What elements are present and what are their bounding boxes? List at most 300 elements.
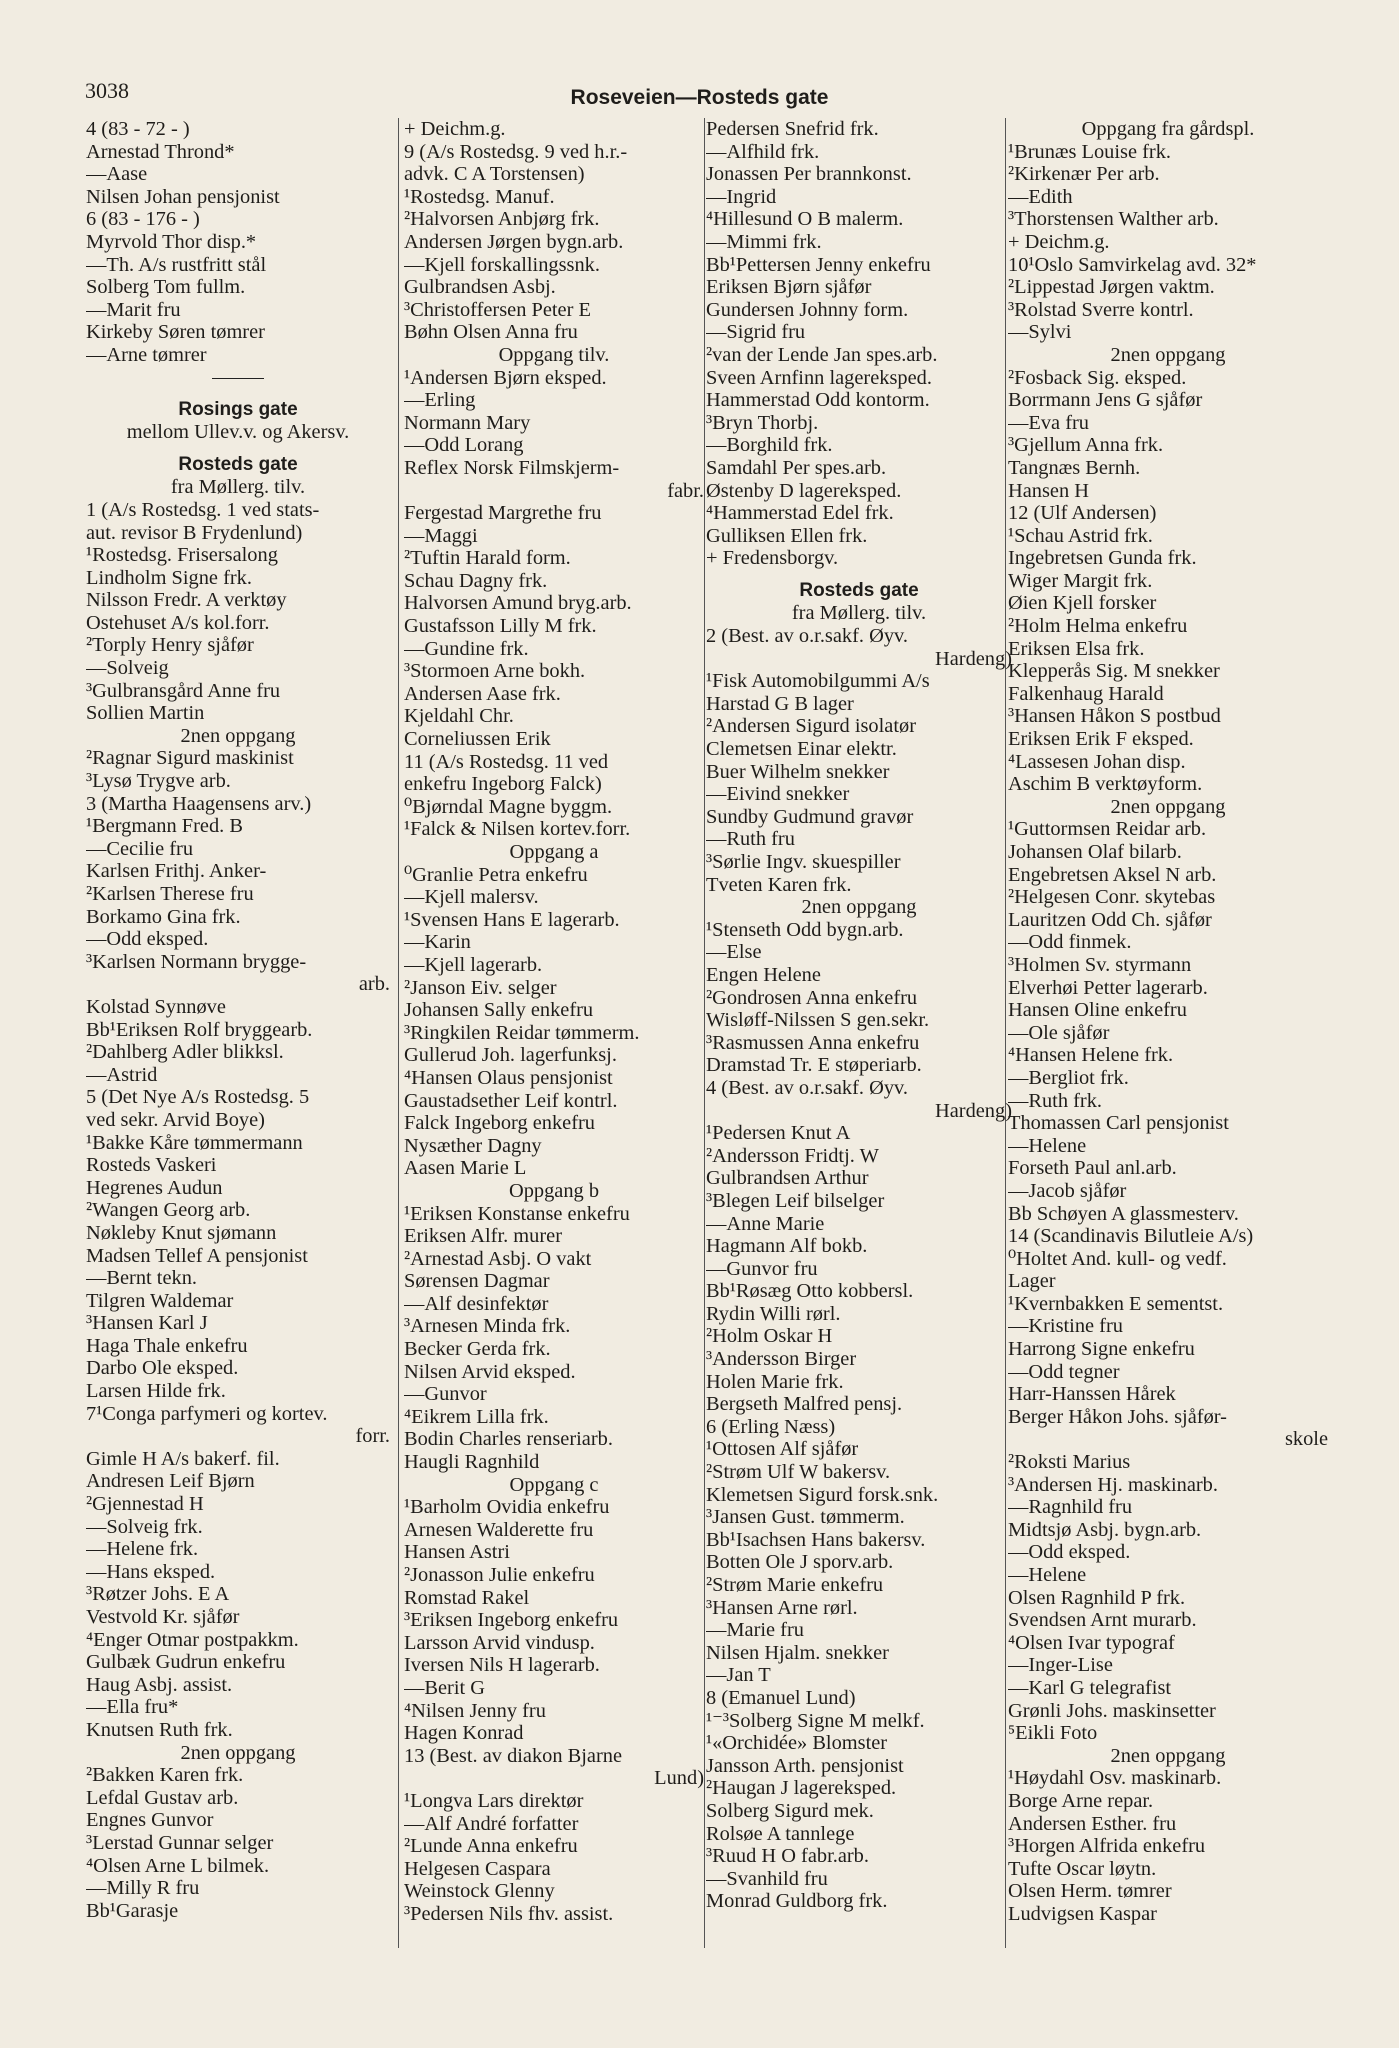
directory-line: ²Janson Eiv. selger [404, 976, 557, 999]
directory-line: —Alf desinfektør [404, 1292, 549, 1315]
directory-line: —Helene [1008, 1134, 1087, 1157]
directory-line: ³Hansen Arne rørl. [706, 1596, 858, 1619]
directory-line: 2nen oppgang [1110, 795, 1226, 818]
directory-line: Andresen Leif Bjørn [86, 1470, 255, 1493]
directory-line: —Mimmi frk. [706, 230, 822, 253]
directory-line: Haugli Ragnhild [404, 1451, 540, 1474]
directory-line: ¹Stenseth Odd bygn.arb. [706, 918, 904, 941]
directory-line: Samdahl Per spes.arb. [706, 456, 887, 479]
directory-line: Forseth Paul anl.arb. [1008, 1157, 1177, 1180]
directory-line: ¹⁻³Solberg Signe M melkf. [706, 1709, 925, 1732]
directory-line: Klemetsen Sigurd forsk.snk. [706, 1483, 939, 1506]
directory-line: Harstad G B lager [706, 692, 854, 715]
directory-line: 2nen oppgang [1110, 343, 1226, 366]
directory-line: Myrvold Thor disp.* [86, 230, 257, 253]
directory-line: Nilsen Arvid eksped. [404, 1360, 576, 1383]
directory-line: Bb¹Pettersen Jenny enkefru [706, 253, 931, 276]
directory-line: Schau Dagny frk. [404, 569, 548, 592]
directory-line: Kirkeby Søren tømrer [86, 321, 265, 344]
directory-line: —Ruth fru [706, 828, 795, 851]
directory-line: —Aase [86, 163, 148, 186]
directory-line: ⁴Hammerstad Edel frk. [706, 502, 894, 525]
directory-line: Grønli Johs. maskinsetter [1008, 1699, 1216, 1722]
directory-line: —Hans eksped. [86, 1560, 216, 1583]
directory-line: ²Andersson Fridtj. W [706, 1144, 879, 1167]
directory-line: forr. [355, 1425, 390, 1448]
directory-line: Gulbrandsen Arthur [706, 1167, 869, 1190]
directory-line: ved sekr. Arvid Boye) [86, 1108, 265, 1131]
directory-line: ⁴Olsen Ivar typograf [1008, 1631, 1175, 1654]
directory-line: Iversen Nils H lagerarb. [404, 1654, 600, 1677]
directory-line: —Erling [404, 389, 476, 412]
directory-line: Bb¹Garasje [86, 1899, 179, 1922]
directory-line: —Kjell forskallingssnk. [404, 253, 600, 276]
directory-line: —Gunvor [404, 1383, 487, 1406]
directory-line: ²Fosback Sig. eksped. [1008, 366, 1187, 389]
directory-line: ²Halvorsen Anbjørg frk. [404, 208, 600, 231]
directory-line: —Ole sjåfør [1008, 1021, 1110, 1044]
directory-line: ²Bakken Karen frk. [86, 1764, 244, 1787]
directory-line: Tangnæs Bernh. [1008, 456, 1141, 479]
directory-line: 2nen oppgang [801, 896, 917, 919]
directory-line: Berger Håkon Johs. sjåfør- [1008, 1405, 1227, 1428]
directory-line: Haug Asbj. assist. [86, 1673, 233, 1696]
directory-line: Bb¹Røsæg Otto kobbersl. [706, 1280, 914, 1303]
directory-line: Fergestad Margrethe fru [404, 502, 602, 525]
column-3 [706, 118, 1012, 1913]
directory-line: Halvorsen Amund bryg.arb. [404, 592, 632, 615]
directory-line: ³Arnesen Minda frk. [404, 1315, 571, 1338]
directory-line: Olsen Ragnhild P frk. [1008, 1586, 1186, 1609]
directory-line: Botten Ole J sporv.arb. [706, 1551, 894, 1574]
directory-line: 10¹Oslo Samvirkelag avd. 32* [1008, 253, 1257, 276]
directory-line: Nøkleby Knut sjømann [86, 1221, 277, 1244]
directory-line: Gullerud Joh. lagerfunksj. [404, 1044, 617, 1067]
directory-line: ⁴Olsen Arne L bilmek. [86, 1854, 270, 1877]
directory-line: Olsen Herm. tømrer [1008, 1880, 1172, 1903]
directory-line: —Marie fru [706, 1619, 804, 1642]
directory-line: Borkamo Gina frk. [86, 905, 241, 928]
directory-line: ¹Svensen Hans E lagerarb. [404, 908, 620, 931]
directory-line: Eriksen Elsa frk. [1008, 637, 1145, 660]
directory-line: Svendsen Arnt murarb. [1008, 1609, 1197, 1632]
directory-line: Reflex Norsk Filmskjerm- [404, 456, 620, 479]
directory-line: Monrad Guldborg frk. [706, 1890, 888, 1913]
directory-line: ¹Schau Astrid frk. [1008, 524, 1153, 547]
directory-line: Sundby Gudmund gravør [706, 805, 914, 828]
directory-line: ²Andersen Sigurd isolatør [706, 715, 916, 738]
directory-line: —Else [706, 941, 762, 964]
directory-line: —Marit fru [86, 298, 181, 321]
directory-line: Lindholm Signe frk. [86, 566, 252, 589]
directory-line: ²Helgesen Conr. skytebas [1008, 886, 1216, 909]
directory-line: Tufte Oscar løytn. [1008, 1857, 1157, 1880]
directory-line: Solberg Tom fullm. [86, 276, 246, 299]
directory-line: mellom Ullev.v. og Akersv. [126, 421, 350, 444]
directory-line: —Karl G telegrafist [1008, 1676, 1172, 1699]
directory-line: —Gunvor fru [706, 1257, 818, 1280]
directory-line: Hegrenes Audun [86, 1176, 223, 1199]
directory-line: 14 (Scandinavis Bilutleie A/s) [1008, 1225, 1254, 1248]
directory-line: + Fredensborgv. [706, 547, 839, 570]
directory-line: ⁰Bjørndal Magne byggm. [404, 795, 613, 818]
directory-line: Gustafsson Lilly M frk. [404, 615, 597, 638]
directory-line: Borge Arne repar. [1008, 1789, 1154, 1812]
directory-line: Østenby D lagereksped. [706, 479, 902, 502]
directory-line: ²Karlsen Therese fru [86, 883, 254, 905]
directory-line: ²Gjennestad H [86, 1493, 204, 1516]
directory-line: Eriksen Alfr. murer [404, 1225, 562, 1248]
directory-line: —Kristine fru [1008, 1315, 1123, 1338]
directory-line: Hardeng) [935, 647, 1012, 670]
directory-line: 4 (83 - 72 - ) [86, 118, 190, 140]
directory-line: aut. revisor B Frydenlund) [86, 521, 303, 544]
directory-line: Aasen Marie L [404, 1157, 527, 1180]
directory-line: ¹Kvernbakken E sementst. [1008, 1292, 1224, 1315]
street-heading: Rosteds gate [799, 579, 919, 601]
directory-line: —Astrid [86, 1063, 158, 1086]
column-1 [86, 118, 390, 1922]
directory-line: 5 (Det Nye A/s Rostedsg. 5 [86, 1086, 310, 1109]
directory-line: ³Holmen Sv. styrmann [1008, 953, 1192, 976]
directory-line: Thomassen Carl pensjonist [1008, 1112, 1229, 1135]
directory-line: 6 (Erling Næss) [706, 1415, 836, 1438]
street-heading: Rosings gate [178, 398, 298, 420]
directory-line: ³Hansen Karl J [86, 1312, 208, 1335]
directory-line: Hansen Astri [404, 1541, 510, 1564]
directory-line: ¹Bakke Kåre tømmermann [86, 1131, 303, 1154]
directory-line: 1 (A/s Rostedsg. 1 ved stats- [86, 498, 320, 521]
directory-line: Wisløff-Nilssen S gen.sekr. [706, 1009, 930, 1032]
directory-line: ³Andersson Birger [706, 1348, 857, 1371]
directory-line: ²Kirkenær Per arb. [1008, 163, 1160, 186]
directory-line: Gundersen Johnny form. [706, 298, 909, 321]
directory-line: ²Torply Henry sjåfør [86, 634, 254, 657]
directory-line: Hansen H [1008, 479, 1089, 502]
directory-line: —Odd eksped. [1008, 1541, 1131, 1564]
directory-line: —Maggi [404, 524, 478, 547]
directory-line: —Helene frk. [86, 1538, 199, 1561]
directory-line: ³Ruud H O fabr.arb. [706, 1845, 869, 1868]
directory-line: ²Jonasson Julie enkefru [404, 1564, 595, 1586]
directory-line: —Kjell malersv. [404, 886, 539, 909]
directory-line: —Eva fru [1008, 411, 1089, 434]
directory-line: + Deichm.g. [404, 118, 506, 140]
directory-line: Gaustadsether Leif kontrl. [404, 1089, 618, 1112]
directory-line: Borrmann Jens G sjåfør [1008, 389, 1203, 412]
directory-line: —Arne tømrer [86, 343, 207, 366]
directory-line: Eriksen Bjørn sjåfør [706, 276, 872, 299]
directory-line: Nysæther Dagny [404, 1134, 542, 1157]
directory-line: Sørensen Dagmar [404, 1270, 550, 1293]
directory-line: skole [1284, 1428, 1328, 1451]
directory-line: Normann Mary [404, 411, 531, 434]
directory-line: Ostehuset A/s kol.forr. [86, 611, 270, 634]
directory-line: —Anne Marie [706, 1212, 825, 1235]
directory-line: Gulbrandsen Asbj. [404, 276, 556, 299]
directory-line: ³Christoffersen Peter E [404, 298, 591, 321]
directory-line: 3 (Martha Haagensens arv.) [86, 792, 312, 815]
directory-line: —Eivind snekker [706, 783, 850, 806]
directory-line: ¹Høydahl Osv. maskinarb. [1008, 1767, 1222, 1790]
directory-line: Bøhn Olsen Anna fru [404, 321, 578, 344]
directory-line: Knutsen Ruth frk. [86, 1718, 233, 1741]
column-divider [704, 118, 705, 1948]
directory-line: + Deichm.g. [1008, 230, 1110, 253]
directory-line: —Helene [1008, 1564, 1087, 1586]
directory-line: Holen Marie frk. [706, 1370, 844, 1393]
directory-line: Oppgang c [509, 1473, 599, 1496]
directory-line: ¹Guttormsen Reidar arb. [1008, 818, 1207, 841]
directory-line: ²Arnestad Asbj. O vakt [404, 1247, 592, 1270]
directory-line: Falkenhaug Harald [1008, 682, 1164, 705]
directory-line: ¹Bergmann Fred. B [86, 815, 243, 838]
directory-line: Rosteds Vaskeri [86, 1154, 217, 1177]
directory-line: —Jacob sjåfør [1008, 1179, 1127, 1202]
directory-line: Jansson Arth. pensjonist [706, 1754, 904, 1777]
directory-line: Engnes Gunvor [86, 1809, 214, 1832]
directory-line: Hardeng) [935, 1099, 1012, 1122]
directory-line: ⁴Nilsen Jenny fru [404, 1699, 546, 1722]
directory-line: Hagen Konrad [404, 1722, 524, 1745]
directory-line: Harrong Signe enkefru [1008, 1338, 1195, 1361]
directory-line: Hagmann Alf bokb. [706, 1235, 868, 1258]
directory-line: ³Andersen Hj. maskinarb. [1008, 1473, 1218, 1496]
directory-line: ³Bryn Thorbj. [706, 411, 819, 434]
directory-line: 2nen oppgang [180, 1741, 296, 1764]
directory-line: ¹Rostedsg. Manuf. [404, 185, 555, 208]
directory-line: Helgesen Caspara [404, 1857, 551, 1880]
directory-line: Johansen Sally enkefru [404, 999, 594, 1022]
directory-line: ³Thorstensen Walther arb. [1008, 208, 1219, 231]
directory-line: 4 (Best. av o.r.sakf. Øyv. [706, 1076, 908, 1099]
directory-line: Midtsjø Asbj. bygn.arb. [1008, 1518, 1202, 1541]
directory-line: Sveen Arnfinn lagereksped. [706, 366, 932, 389]
directory-line: ³Røtzer Johs. E A [86, 1583, 230, 1606]
directory-line: Vestvold Kr. sjåfør [86, 1606, 240, 1628]
directory-line: ¹Longva Lars direktør [404, 1789, 584, 1812]
directory-line: ³Ringkilen Reidar tømmerm. [404, 1021, 640, 1044]
directory-line: Aschim B verktøyform. [1008, 773, 1203, 796]
directory-line: Darbo Ole eksped. [86, 1357, 239, 1380]
directory-line: Lauritzen Odd Ch. sjåfør [1008, 908, 1212, 931]
directory-line: ⁴Eikrem Lilla frk. [404, 1405, 549, 1428]
directory-line: ¹Ottosen Alf sjåfør [706, 1438, 859, 1461]
directory-line: 6 (83 - 176 - ) [86, 208, 200, 231]
directory-line: Rolsøe A tannlege [706, 1822, 855, 1845]
directory-line: Nilsson Fredr. A verktøy [86, 589, 287, 612]
directory-line: 2nen oppgang [1110, 1744, 1226, 1767]
directory-line: Ingebretsen Gunda frk. [1008, 547, 1197, 570]
directory-line: Rydin Willi rørl. [706, 1302, 841, 1325]
page-title: Roseveien—Rosteds gate [570, 86, 829, 109]
directory-line: ²Wangen Georg arb. [86, 1199, 251, 1222]
directory-line: advk. C A Torstensen) [404, 163, 585, 186]
directory-line: ²Strøm Marie enkefru [706, 1574, 884, 1596]
directory-line: Andersen Aase frk. [404, 682, 561, 705]
directory-line: ²van der Lende Jan spes.arb. [706, 343, 938, 366]
directory-line: —Jan T [706, 1664, 771, 1687]
directory-line: Buer Wilhelm snekker [706, 760, 890, 783]
directory-line: Kjeldahl Chr. [404, 705, 514, 728]
directory-line: Johansen Olaf bilarb. [1008, 841, 1182, 863]
directory-line: —Odd Lorang [404, 434, 524, 457]
directory-line: 13 (Best. av diakon Bjarne [404, 1744, 623, 1767]
directory-line: Pedersen Snefrid frk. [706, 118, 879, 140]
directory-line: Becker Gerda frk. [404, 1338, 551, 1361]
directory-line: Bb Schøyen A glassmesterv. [1008, 1202, 1239, 1225]
directory-line: —Alf André forfatter [404, 1812, 579, 1835]
directory-line: ¹Brunæs Louise frk. [1008, 140, 1171, 163]
directory-line: —Cecilie fru [86, 837, 194, 860]
directory-line: ²Dahlberg Adler blikksl. [86, 1041, 284, 1064]
column-divider [398, 118, 399, 1948]
directory-line: ³Blegen Leif bilselger [706, 1189, 885, 1212]
directory-line: Tilgren Waldemar [86, 1289, 234, 1312]
directory-line: 12 (Ulf Andersen) [1008, 502, 1157, 525]
directory-line: —Odd eksped. [86, 928, 209, 951]
directory-line: ²Holm Helma enkefru [1008, 615, 1188, 638]
directory-line: Dramstad Tr. E støperiarb. [706, 1054, 922, 1077]
directory-line: ⁴Hillesund O B malerm. [706, 208, 904, 231]
directory-line: Corneliussen Erik [404, 728, 551, 751]
directory-line: Engebretsen Aksel N arb. [1008, 863, 1217, 886]
directory-line: ³Rolstad Sverre kontrl. [1008, 298, 1194, 321]
directory-line: Klepperås Sig. M snekker [1008, 660, 1220, 683]
directory-line: ³Gjellum Anna frk. [1008, 434, 1164, 457]
street-heading: Rosteds gate [178, 453, 298, 475]
directory-line: Oppgang tilv. [498, 343, 610, 366]
column-2 [404, 118, 704, 1926]
directory-line: Kolstad Synnøve [86, 995, 226, 1018]
directory-line: ¹Fisk Automobilgummi A/s [706, 670, 930, 693]
directory-line: —Ingrid [706, 185, 777, 208]
directory-line: ³Lysø Trygve arb. [86, 770, 231, 793]
directory-line: ³Rasmussen Anna enkefru [706, 1031, 920, 1054]
directory-line: fra Møllerg. tilv. [791, 602, 927, 625]
directory-line: ¹Falck & Nilsen kortev.forr. [404, 818, 631, 841]
directory-line: ³Gulbransgård Anne fru [86, 679, 281, 702]
directory-line: Eriksen Erik F eksped. [1008, 728, 1194, 751]
directory-line: —Ragnhild fru [1008, 1496, 1133, 1519]
directory-line: ³Karlsen Normann brygge- [86, 950, 307, 973]
directory-line: —Odd tegner [1008, 1360, 1120, 1383]
directory-line: fabr. [667, 479, 704, 502]
directory-line: ¹Andersen Bjørn eksped. [404, 366, 607, 389]
directory-line: arb. [358, 973, 390, 996]
directory-line: Oppgang b [508, 1179, 600, 1202]
directory-line: Nilsen Johan pensjonist [86, 185, 280, 208]
directory-line: Romstad Rakel [404, 1586, 530, 1609]
directory-line: ²Lunde Anna enkefru [404, 1835, 578, 1858]
directory-line: ³Eriksen Ingeborg enkefru [404, 1609, 619, 1632]
directory-line: Oppgang a [509, 841, 599, 863]
directory-line: Bb¹Isachsen Hans bakersv. [706, 1528, 926, 1551]
directory-line: —Inger-Lise [1008, 1654, 1113, 1677]
directory-line: Lund) [654, 1767, 704, 1790]
directory-line: Sollien Martin [86, 702, 205, 725]
directory-line: ¹«Orchidée» Blomster [706, 1732, 888, 1755]
directory-line: Wiger Margit frk. [1008, 569, 1153, 592]
directory-line: —Odd finmek. [1008, 931, 1132, 954]
directory-line: ³Sørlie Ingv. skuespiller [706, 851, 901, 873]
directory-line: Engen Helene [706, 963, 821, 986]
directory-line: 2nen oppgang [180, 724, 296, 747]
directory-line: Clemetsen Einar elektr. [706, 738, 897, 761]
directory-line: ²Tuftin Harald form. [404, 547, 571, 570]
directory-line: ⁵Eikli Foto [1008, 1722, 1098, 1745]
directory-line: —Borghild frk. [706, 434, 833, 457]
directory-line: Andersen Esther. fru [1008, 1812, 1177, 1835]
directory-line: ²Roksti Marius [1008, 1451, 1131, 1474]
directory-line: Øien Kjell forsker [1008, 592, 1157, 615]
directory-line: —Karin [404, 931, 471, 954]
directory-line: 8 (Emanuel Lund) [706, 1686, 856, 1709]
directory-line: Solberg Sigurd mek. [706, 1799, 874, 1822]
directory-line: Andersen Jørgen bygn.arb. [404, 230, 624, 253]
directory-line: Gulliksen Ellen frk. [706, 524, 868, 547]
directory-line: enkefru Ingeborg Falck) [404, 773, 602, 796]
directory-line: —Solveig [86, 657, 169, 680]
directory-line: ¹Barholm Ovidia enkefru [404, 1496, 610, 1519]
directory-line: ⁰Holtet And. kull- og vedf. [1008, 1247, 1227, 1270]
directory-line: ²Haugan J lagereksped. [706, 1777, 897, 1800]
directory-line: —Th. A/s rustfritt stål [86, 253, 267, 276]
directory-line: —Svanhild fru [706, 1867, 828, 1890]
directory-line: Nilsen Hjalm. snekker [706, 1641, 889, 1664]
directory-line: —Bergliot frk. [1008, 1066, 1129, 1089]
section-rule [86, 367, 390, 389]
directory-line: ¹Rostedsg. Frisersalong [86, 544, 278, 567]
directory-line: Hansen Oline enkefru [1008, 999, 1187, 1022]
directory-line: ³Stormoen Arne bokh. [404, 660, 586, 683]
directory-line: Arnestad Thrond* [86, 140, 235, 163]
directory-line: ⁴Enger Otmar postpakkm. [86, 1628, 299, 1651]
directory-line: Karlsen Frithj. Anker- [86, 860, 267, 883]
directory-line: Larsen Hilde frk. [86, 1380, 226, 1403]
directory-line: —Ruth frk. [1008, 1089, 1103, 1112]
rule-line [212, 378, 264, 379]
directory-line: —Berit G [404, 1676, 485, 1699]
directory-line: —Sigrid fru [706, 321, 806, 344]
directory-line: Hammerstad Odd kontorm. [706, 389, 930, 412]
directory-line: ²Lippestad Jørgen vaktm. [1008, 276, 1215, 299]
directory-line: Haga Thale enkefru [86, 1334, 248, 1357]
directory-line: Falck Ingeborg enkefru [404, 1112, 596, 1135]
directory-line: Ludvigsen Kaspar [1008, 1902, 1157, 1925]
directory-line: ⁴Lassesen Johan disp. [1008, 750, 1186, 773]
directory-line: 2 (Best. av o.r.sakf. Øyv. [706, 625, 908, 648]
directory-line: Gulbæk Gudrun enkefru [86, 1651, 286, 1674]
directory-line: ³Lerstad Gunnar selger [86, 1831, 274, 1854]
directory-line: —Ella fru* [86, 1696, 179, 1719]
directory-line: ³Jansen Gust. tømmerm. [706, 1506, 905, 1529]
directory-line: —Solveig frk. [86, 1515, 203, 1538]
directory-line: —Gundine frk. [404, 637, 529, 660]
directory-line: Larsson Arvid vindusp. [404, 1631, 595, 1654]
directory-line: Lager [1008, 1270, 1056, 1293]
directory-line: Madsen Tellef A pensjonist [86, 1244, 308, 1267]
directory-line: 11 (A/s Rostedsg. 11 ved [404, 750, 609, 773]
directory-line: —Bernt tekn. [86, 1267, 197, 1290]
directory-line: Gimle H A/s bakerf. fil. [86, 1447, 280, 1470]
directory-line: ⁴Hansen Helene frk. [1008, 1044, 1174, 1067]
directory-line: —Kjell lagerarb. [404, 953, 543, 976]
directory-line: Bb¹Eriksen Rolf bryggearb. [86, 1018, 313, 1041]
directory-line: Tveten Karen frk. [706, 873, 852, 896]
directory-line: ¹Eriksen Konstanse enkefru [404, 1202, 630, 1225]
directory-line: Lefdal Gustav arb. [86, 1786, 239, 1809]
